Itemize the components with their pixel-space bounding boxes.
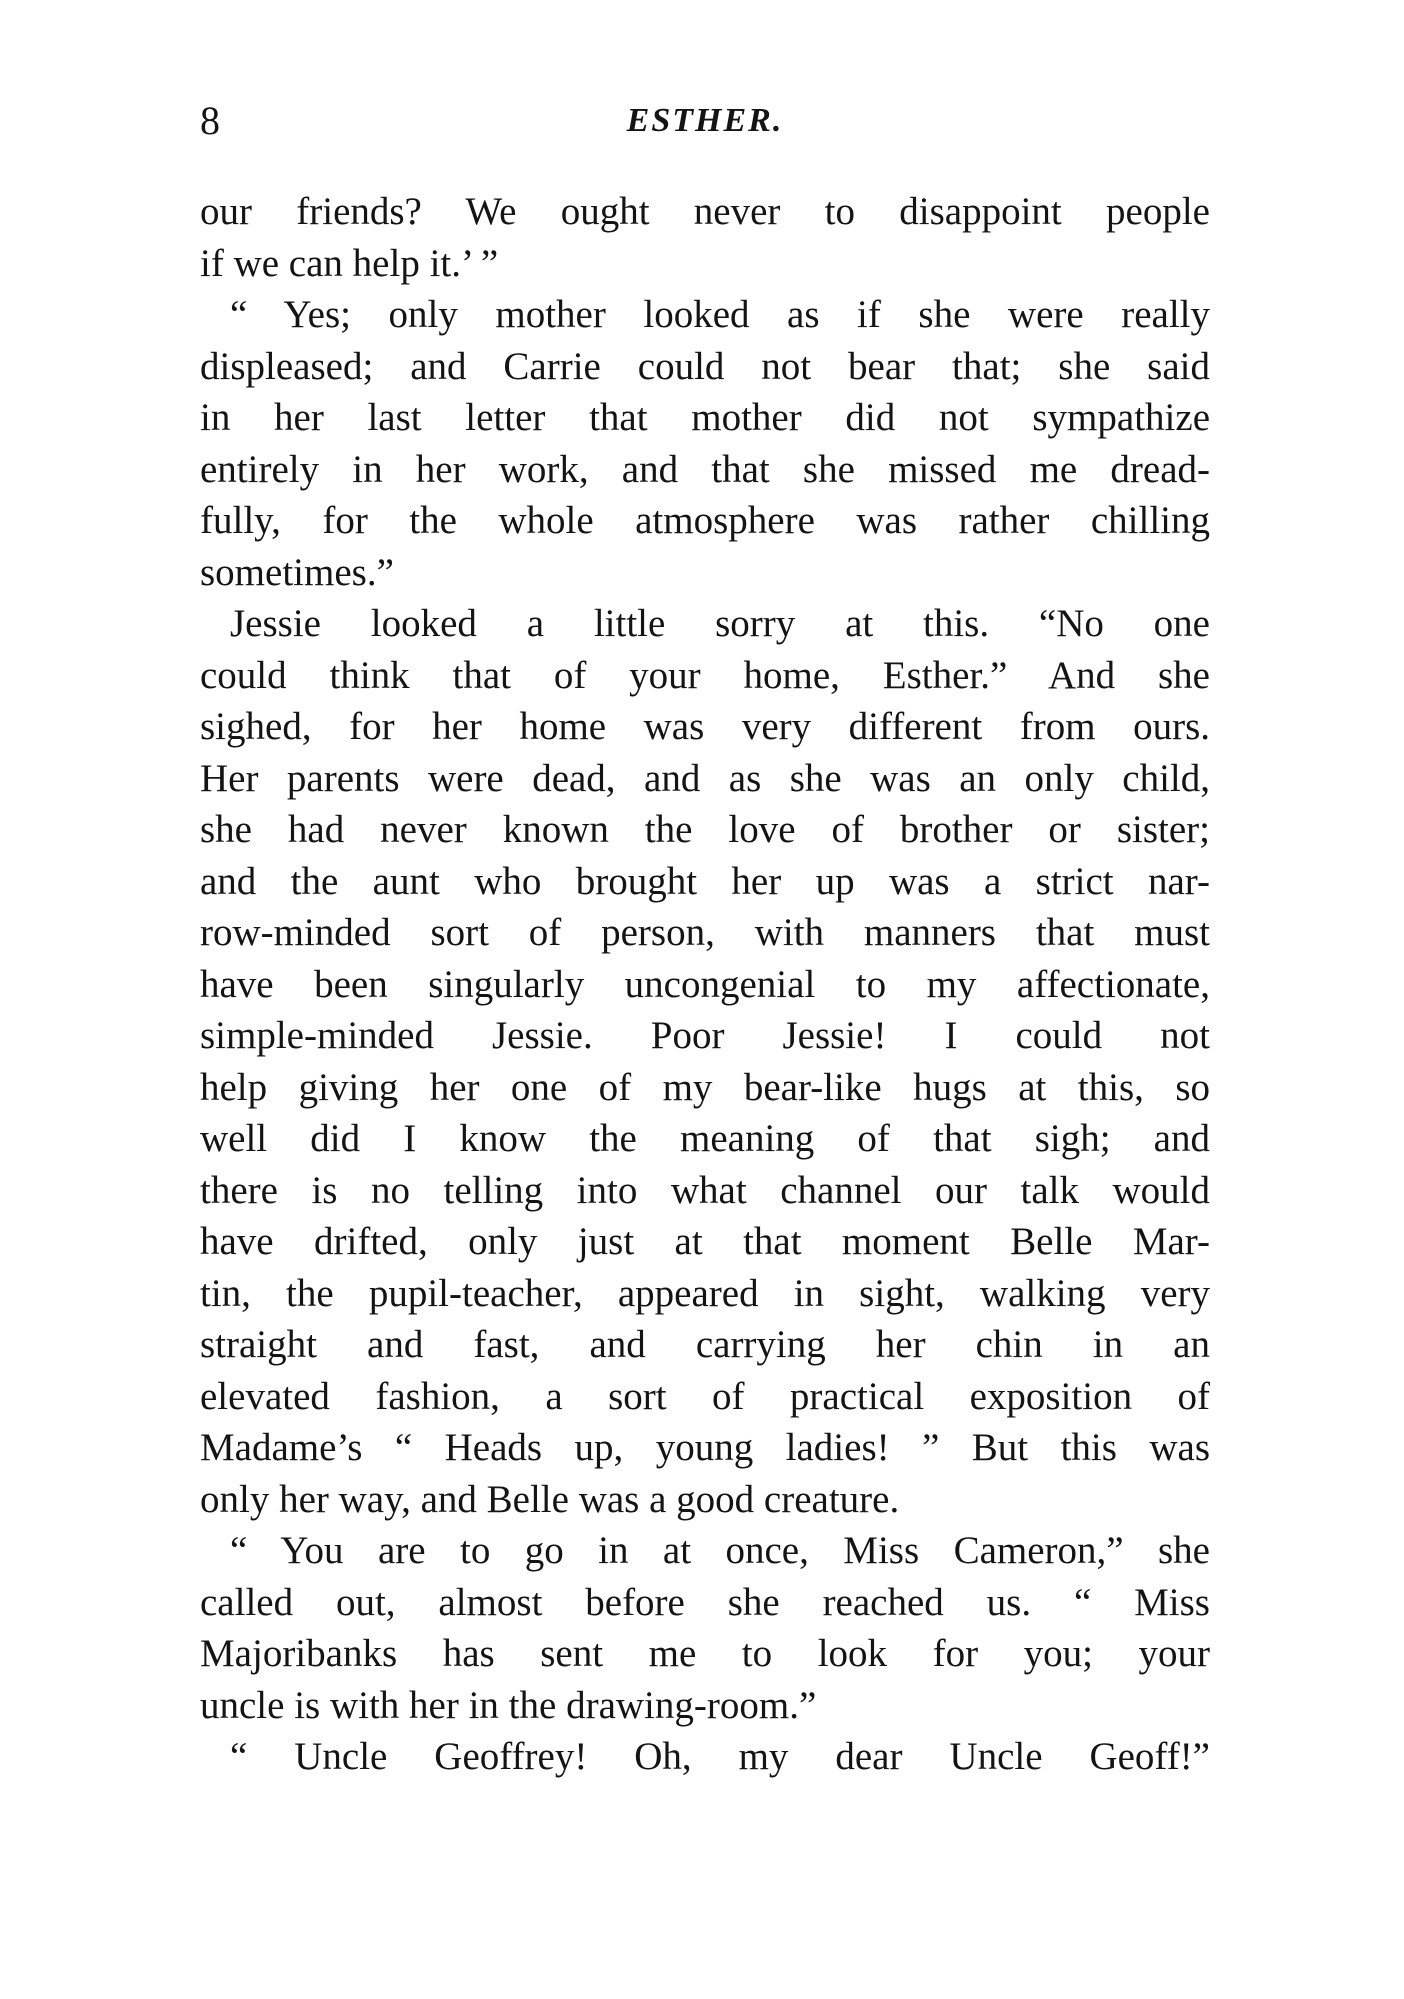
text-line: Her parents were dead, and as she was an only child,	[200, 756, 1210, 800]
text-line: Majoribanks has sent me to look for you; your	[200, 1632, 1210, 1675]
text-line: entirely in her work, and that she missed me dread-	[200, 447, 1210, 491]
text-line: well did I know the meaning of that sigh; and	[200, 1117, 1210, 1160]
text-line: she had never known the love of brother or sister;	[200, 808, 1210, 851]
text-line: only her way, and Belle was a good creature.	[200, 1477, 900, 1521]
text-line: have been singularly uncongenial to my affectionate,	[200, 962, 1210, 1006]
text-line: help giving her one of my bear-like hugs at this, so	[200, 1065, 1210, 1109]
text-line: fully, for the whole atmosphere was rather chilling	[200, 499, 1210, 542]
text-line: simple-minded Jessie. Poor Jessie! I could not	[200, 1014, 1210, 1057]
page-number: 8	[200, 98, 220, 143]
running-head	[200, 96, 1210, 146]
text-line: our friends? We ought never to disappoint people	[200, 190, 1210, 233]
text-line: could think that of your home, Esther.” And she	[200, 653, 1210, 697]
text-line: uncle is with her in the drawing-room.”	[200, 1683, 817, 1727]
text-line: “ Uncle Geoffrey! Oh, my dear Uncle Geoff!”	[230, 1735, 1210, 1778]
text-line: Madame’s “ Heads up, young ladies! ” But this was	[200, 1426, 1210, 1469]
text-line: “ You are to go in at once, Miss Cameron,” she	[230, 1529, 1210, 1572]
text-line: sometimes.”	[200, 550, 394, 594]
text-line: tin, the pupil-teacher, appeared in sight, walking very	[200, 1271, 1210, 1315]
body-text	[200, 186, 1210, 1783]
text-line: Jessie looked a little sorry at this. “No one	[230, 602, 1210, 645]
text-line: if we can help it.’ ”	[200, 241, 499, 285]
text-line: elevated fashion, a sort of practical exposition of	[200, 1374, 1210, 1418]
text-line: there is no telling into what channel our talk would	[200, 1168, 1210, 1212]
text-line: sighed, for her home was very different from ours.	[200, 705, 1210, 748]
text-line: row-minded sort of person, with manners that must	[200, 911, 1210, 954]
text-line: and the aunt who brought her up was a strict nar-	[200, 859, 1210, 903]
text-line: called out, almost before she reached us. “ Miss	[200, 1580, 1210, 1624]
text-line: “ Yes; only mother looked as if she were really	[230, 293, 1210, 336]
text-line: in her last letter that mother did not sympathize	[200, 396, 1210, 439]
text-line: displeased; and Carrie could not bear that; she said	[200, 344, 1210, 388]
text-line: straight and fast, and carrying her chin in an	[200, 1323, 1210, 1366]
running-title: ESTHER.	[626, 102, 784, 139]
text-line: have drifted, only just at that moment Belle Mar-	[200, 1220, 1210, 1263]
